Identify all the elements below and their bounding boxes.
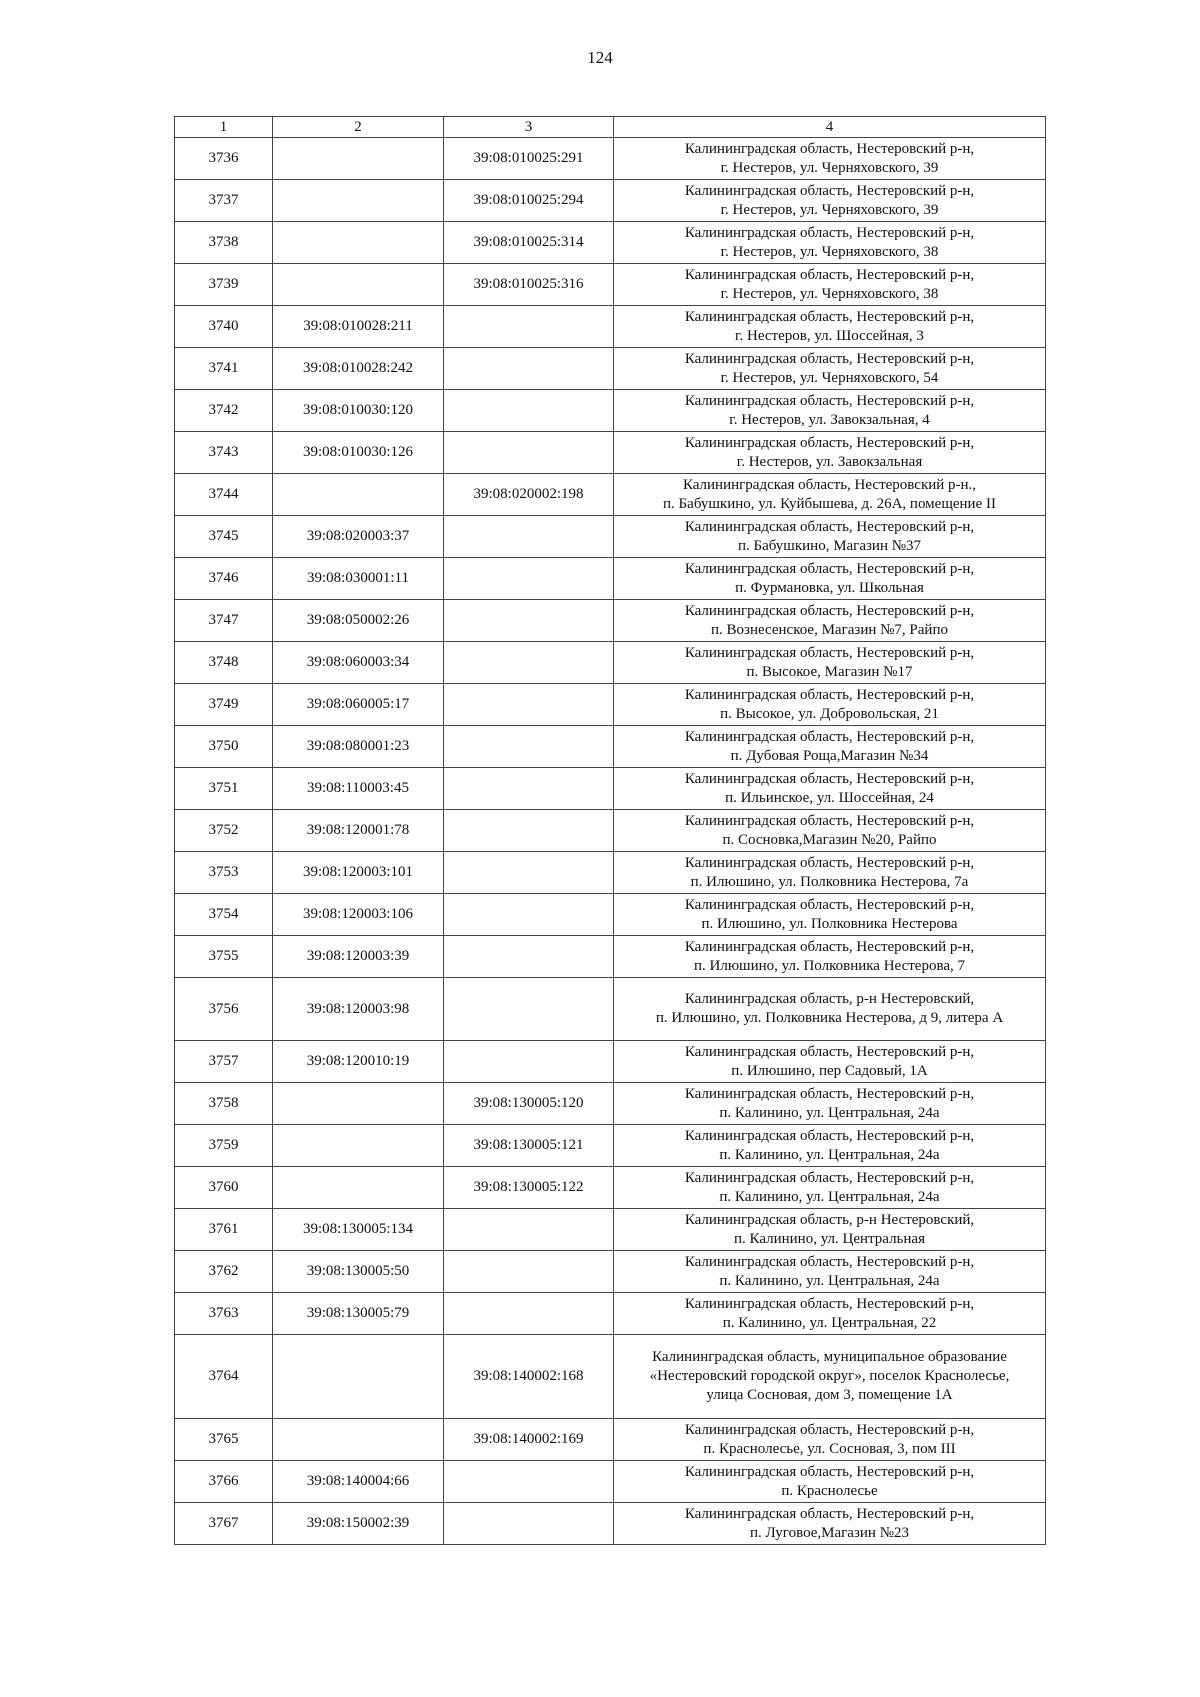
- cadastral-number-cell: 39:08:050002:26: [273, 600, 444, 642]
- cadastral-number-cell: [444, 306, 614, 348]
- row-number-cell: 3739: [175, 264, 273, 306]
- address-line: п. Калинино, ул. Центральная, 24а: [719, 1272, 940, 1289]
- page-number: 124: [587, 48, 613, 67]
- address-cell: [614, 180, 1046, 222]
- table-row: [175, 1041, 1046, 1083]
- address-cell: [614, 516, 1046, 558]
- table-header: [175, 117, 1046, 138]
- cadastral-number-cell: [444, 768, 614, 810]
- address-cell: [614, 1125, 1046, 1167]
- cadastral-number-cell: 39:08:010025:294: [444, 180, 614, 222]
- cadastral-number-cell: [444, 1209, 614, 1251]
- row-number-cell: 3740: [175, 306, 273, 348]
- address-line: Калининградская область, Нестеровский р-н,: [684, 1463, 975, 1480]
- row-number-cell: 3747: [175, 600, 273, 642]
- cadastral-number-cell: 39:08:120003:101: [273, 852, 444, 894]
- address-line: г. Нестеров, ул. Черняховского, 38: [720, 285, 939, 302]
- row-number-cell: 3760: [175, 1167, 273, 1209]
- cadastral-number-cell: [444, 894, 614, 936]
- address-line: п. Илюшино, ул. Полковника Нестерова: [701, 915, 958, 932]
- cadastral-number-cell: [444, 348, 614, 390]
- table-row: [175, 1419, 1046, 1461]
- cadastral-number-cell: 39:08:010025:291: [444, 138, 614, 180]
- table-row: [175, 1167, 1046, 1209]
- row-number-cell: 3746: [175, 558, 273, 600]
- cadastral-number-cell: 39:08:080001:23: [273, 726, 444, 768]
- address-line: Калининградская область, Нестеровский р-н,: [684, 392, 975, 409]
- address-line: п. Высокое, ул. Добровольская, 21: [720, 705, 939, 722]
- cadastral-number-cell: 39:08:120003:106: [273, 894, 444, 936]
- cadastral-number-cell: [444, 1251, 614, 1293]
- cadastral-number-cell: 39:08:010030:120: [273, 390, 444, 432]
- row-number-cell: 3756: [175, 978, 273, 1041]
- address-cell: [614, 1503, 1046, 1545]
- cadastral-number-cell: [273, 1125, 444, 1167]
- address-line: п. Краснолесье, ул. Сосновая, 3, пом III: [703, 1440, 956, 1457]
- cadastral-number-cell: 39:08:060003:34: [273, 642, 444, 684]
- table-row: [175, 390, 1046, 432]
- cadastral-number-cell: [444, 852, 614, 894]
- address-line: г. Нестеров, ул. Черняховского, 54: [720, 369, 939, 386]
- address-line: Калининградская область, Нестеровский р-н,: [684, 140, 975, 157]
- table-row: [175, 348, 1046, 390]
- registry-table: [174, 116, 1046, 1545]
- cadastral-number-cell: [273, 138, 444, 180]
- table-row: [175, 1083, 1046, 1125]
- address-cell: [614, 810, 1046, 852]
- table-row: [175, 1461, 1046, 1503]
- address-cell: [614, 1293, 1046, 1335]
- address-line: п. Илюшино, пер Садовый, 1А: [731, 1062, 928, 1079]
- cadastral-number-cell: 39:08:010028:211: [273, 306, 444, 348]
- table-body: [175, 138, 1046, 1545]
- address-line: г. Нестеров, ул. Шоссейная, 3: [735, 327, 924, 344]
- row-number-cell: 3748: [175, 642, 273, 684]
- table-row: [175, 432, 1046, 474]
- cadastral-number-cell: 39:08:020002:198: [444, 474, 614, 516]
- address-line: Калининградская область, Нестеровский р-н,: [684, 812, 975, 829]
- row-number-cell: 3765: [175, 1419, 273, 1461]
- row-number-cell: 3762: [175, 1251, 273, 1293]
- cadastral-number-cell: 39:08:110003:45: [273, 768, 444, 810]
- cadastral-number-cell: [444, 978, 614, 1041]
- table-row: [175, 264, 1046, 306]
- address-line: Калининградская область, Нестеровский р-н,: [684, 770, 975, 787]
- address-line: Калининградская область, Нестеровский р-н,: [684, 518, 975, 535]
- cadastral-number-cell: [273, 180, 444, 222]
- cadastral-number-cell: 39:08:130005:120: [444, 1083, 614, 1125]
- address-line: Калининградская область, Нестеровский р-н,: [684, 1127, 975, 1144]
- address-line: п. Калинино, ул. Центральная, 22: [722, 1314, 937, 1331]
- cadastral-number-cell: [444, 432, 614, 474]
- header-col-3: 3: [444, 117, 614, 138]
- cadastral-number-cell: 39:08:060005:17: [273, 684, 444, 726]
- cadastral-number-cell: 39:08:020003:37: [273, 516, 444, 558]
- address-cell: [614, 642, 1046, 684]
- row-number-cell: 3767: [175, 1503, 273, 1545]
- address-line: «Нестеровский городской округ», поселок Краснолесье,: [649, 1368, 1010, 1385]
- address-cell: [614, 1335, 1046, 1419]
- cadastral-number-cell: 39:08:030001:11: [273, 558, 444, 600]
- address-cell: [614, 768, 1046, 810]
- address-line: Калининградская область, Нестеровский р-н,: [684, 182, 975, 199]
- address-cell: [614, 306, 1046, 348]
- address-line: п. Сосновка,Магазин №20, Райпо: [722, 831, 937, 848]
- cadastral-number-cell: [273, 1167, 444, 1209]
- cadastral-number-cell: [444, 726, 614, 768]
- row-number-cell: 3758: [175, 1083, 273, 1125]
- address-cell: [614, 222, 1046, 264]
- address-cell: [614, 1083, 1046, 1125]
- cadastral-number-cell: [444, 1503, 614, 1545]
- cadastral-number-cell: [444, 516, 614, 558]
- address-line: Калининградская область, муниципальное образование: [652, 1349, 1007, 1366]
- address-line: п. Илюшино, ул. Полковника Нестерова, д 9, литера А: [655, 1010, 1004, 1026]
- cadastral-number-cell: [444, 1461, 614, 1503]
- address-cell: [614, 390, 1046, 432]
- address-line: п. Высокое, Магазин №17: [746, 663, 913, 680]
- address-line: Калининградская область, Нестеровский р-н,: [684, 686, 975, 703]
- table-row: [175, 474, 1046, 516]
- cadastral-number-cell: 39:08:130005:122: [444, 1167, 614, 1209]
- address-cell: [614, 684, 1046, 726]
- row-number-cell: 3755: [175, 936, 273, 978]
- row-number-cell: 3751: [175, 768, 273, 810]
- row-number-cell: 3736: [175, 138, 273, 180]
- cadastral-number-cell: [444, 390, 614, 432]
- address-cell: [614, 1209, 1046, 1251]
- header-row: [175, 117, 1046, 138]
- address-line: п. Калинино, ул. Центральная, 24а: [719, 1188, 940, 1205]
- address-line: Калининградская область, Нестеровский р-н,: [684, 896, 975, 913]
- table-row: [175, 936, 1046, 978]
- header-col-2: 2: [273, 117, 444, 138]
- address-line: Калининградская область, р-н Нестеровский,: [684, 991, 975, 1008]
- row-number-cell: 3741: [175, 348, 273, 390]
- table-row: [175, 726, 1046, 768]
- address-line: Калининградская область, Нестеровский р-н,: [684, 308, 975, 325]
- address-line: Калининградская область, Нестеровский р-н,: [684, 434, 975, 451]
- address-line: Калининградская область, Нестеровский р-н,: [684, 1505, 975, 1522]
- cadastral-number-cell: [273, 474, 444, 516]
- row-number-cell: 3749: [175, 684, 273, 726]
- table-row: [175, 558, 1046, 600]
- address-line: п. Калинино, ул. Центральная, 24а: [719, 1104, 940, 1121]
- address-line: п. Бабушкино, ул. Куйбышева, д. 26А, помещение II: [663, 495, 996, 512]
- address-cell: [614, 432, 1046, 474]
- header-col-1: 1: [175, 117, 273, 138]
- table-row: [175, 138, 1046, 180]
- row-number-cell: 3757: [175, 1041, 273, 1083]
- table-row: [175, 684, 1046, 726]
- address-line: п. Краснолесье: [781, 1482, 878, 1499]
- row-number-cell: 3761: [175, 1209, 273, 1251]
- address-line: улица Сосновая, дом 3, помещение 1А: [706, 1386, 953, 1403]
- address-cell: [614, 1419, 1046, 1461]
- cadastral-number-cell: [444, 684, 614, 726]
- row-number-cell: 3744: [175, 474, 273, 516]
- table-row: [175, 1503, 1046, 1545]
- cadastral-number-cell: [273, 1083, 444, 1125]
- row-number-cell: 3738: [175, 222, 273, 264]
- address-line: Калининградская область, Нестеровский р-н,: [684, 224, 975, 241]
- table-row: [175, 180, 1046, 222]
- cadastral-number-cell: [273, 222, 444, 264]
- cadastral-number-cell: 39:08:130005:79: [273, 1293, 444, 1335]
- table-row: [175, 222, 1046, 264]
- address-line: п. Илюшино, ул. Полковника Нестерова, 7: [693, 957, 965, 974]
- address-line: Калининградская область, Нестеровский р-н,: [684, 1085, 975, 1102]
- table-row: [175, 1335, 1046, 1419]
- address-line: Калининградская область, Нестеровский р-н,: [684, 938, 975, 955]
- cadastral-number-cell: 39:08:010030:126: [273, 432, 444, 474]
- row-number-cell: 3766: [175, 1461, 273, 1503]
- address-line: Калининградская область, Нестеровский р-н,: [684, 854, 975, 871]
- address-cell: [614, 936, 1046, 978]
- table-row: [175, 1209, 1046, 1251]
- cadastral-number-cell: 39:08:130005:134: [273, 1209, 444, 1251]
- address-cell: [614, 264, 1046, 306]
- row-number-cell: 3759: [175, 1125, 273, 1167]
- address-line: п. Вознесенское, Магазин №7, Райпо: [711, 621, 948, 638]
- address-line: г. Нестеров, ул. Черняховского, 39: [720, 159, 939, 176]
- address-line: п. Бабушкино, Магазин №37: [737, 537, 922, 554]
- row-number-cell: 3754: [175, 894, 273, 936]
- cadastral-number-cell: 39:08:120001:78: [273, 810, 444, 852]
- address-line: г. Нестеров, ул. Черняховского, 38: [720, 243, 939, 260]
- row-number-cell: 3743: [175, 432, 273, 474]
- address-line: Калининградская область, Нестеровский р-н,: [684, 1043, 975, 1060]
- address-line: Калининградская область, Нестеровский р-н,: [684, 602, 975, 619]
- address-cell: [614, 1461, 1046, 1503]
- cadastral-number-cell: 39:08:010025:316: [444, 264, 614, 306]
- address-cell: [614, 1041, 1046, 1083]
- address-line: п. Луговое,Магазин №23: [749, 1524, 910, 1541]
- cadastral-number-cell: 39:08:130005:50: [273, 1251, 444, 1293]
- table-row: [175, 1293, 1046, 1335]
- cadastral-number-cell: 39:08:130005:121: [444, 1125, 614, 1167]
- table-row: [175, 642, 1046, 684]
- address-line: п. Фурмановка, ул. Школьная: [735, 579, 924, 596]
- address-line: Калининградская область, Нестеровский р-н,: [684, 1253, 975, 1270]
- cadastral-number-cell: [444, 810, 614, 852]
- address-line: п. Илюшино, ул. Полковника Нестерова, 7а: [690, 873, 969, 890]
- address-line: г. Нестеров, ул. Черняховского, 39: [720, 201, 939, 218]
- address-line: Калининградская область, Нестеровский р-н,: [684, 1169, 975, 1186]
- cadastral-number-cell: 39:08:120003:39: [273, 936, 444, 978]
- cadastral-number-cell: 39:08:140002:168: [444, 1335, 614, 1419]
- cadastral-number-cell: [444, 642, 614, 684]
- table-row: [175, 1125, 1046, 1167]
- address-line: Калининградская область, Нестеровский р-н.,: [682, 476, 977, 493]
- row-number-cell: 3750: [175, 726, 273, 768]
- table-row: [175, 810, 1046, 852]
- row-number-cell: 3737: [175, 180, 273, 222]
- address-cell: [614, 600, 1046, 642]
- header-col-4: 4: [614, 117, 1046, 138]
- address-line: Калининградская область, Нестеровский р-н,: [684, 1295, 975, 1312]
- address-cell: [614, 894, 1046, 936]
- table-row: [175, 306, 1046, 348]
- cadastral-number-cell: [273, 1335, 444, 1419]
- address-line: п. Калинино, ул. Центральная, 24а: [719, 1146, 940, 1163]
- cadastral-number-cell: [444, 1293, 614, 1335]
- address-cell: [614, 1167, 1046, 1209]
- cadastral-number-cell: 39:08:120010:19: [273, 1041, 444, 1083]
- row-number-cell: 3745: [175, 516, 273, 558]
- address-line: г. Нестеров, ул. Завокзальная: [736, 453, 923, 470]
- address-cell: [614, 558, 1046, 600]
- cadastral-number-cell: [444, 558, 614, 600]
- row-number-cell: 3763: [175, 1293, 273, 1335]
- cadastral-number-cell: [273, 1419, 444, 1461]
- address-cell: [614, 978, 1046, 1041]
- address-cell: [614, 138, 1046, 180]
- address-line: г. Нестеров, ул. Завокзальная, 4: [729, 411, 930, 428]
- address-line: Калининградская область, Нестеровский р-н,: [684, 350, 975, 367]
- address-line: Калининградская область, Нестеровский р-н,: [684, 644, 975, 661]
- row-number-cell: 3764: [175, 1335, 273, 1419]
- address-cell: [614, 852, 1046, 894]
- row-number-cell: 3752: [175, 810, 273, 852]
- address-cell: [614, 1251, 1046, 1293]
- table-row: [175, 978, 1046, 1041]
- address-line: п. Ильинское, ул. Шоссейная, 24: [725, 789, 934, 806]
- address-line: Калининградская область, Нестеровский р-н,: [684, 560, 975, 577]
- address-line: Калининградская область, Нестеровский р-н,: [684, 266, 975, 283]
- address-line: п. Калинино, ул. Центральная: [733, 1230, 925, 1247]
- address-cell: [614, 726, 1046, 768]
- address-line: Калининградская область, Нестеровский р-н,: [684, 1421, 975, 1438]
- row-number-cell: 3753: [175, 852, 273, 894]
- table-row: [175, 600, 1046, 642]
- cadastral-number-cell: 39:08:010028:242: [273, 348, 444, 390]
- cadastral-number-cell: [444, 936, 614, 978]
- cadastral-number-cell: [444, 600, 614, 642]
- cadastral-number-cell: 39:08:150002:39: [273, 1503, 444, 1545]
- table-row: [175, 1251, 1046, 1293]
- cadastral-number-cell: 39:08:120003:98: [273, 978, 444, 1041]
- address-line: п. Дубовая Роща,Магазин №34: [730, 747, 929, 764]
- address-cell: [614, 348, 1046, 390]
- table-row: [175, 852, 1046, 894]
- table-row: [175, 768, 1046, 810]
- table-row: [175, 516, 1046, 558]
- cadastral-number-cell: 39:08:140002:169: [444, 1419, 614, 1461]
- cadastral-number-cell: 39:08:140004:66: [273, 1461, 444, 1503]
- cadastral-number-cell: 39:08:010025:314: [444, 222, 614, 264]
- address-line: Калининградская область, Нестеровский р-н,: [684, 728, 975, 745]
- address-line: Калининградская область, р-н Нестеровский,: [684, 1211, 975, 1228]
- cadastral-number-cell: [444, 1041, 614, 1083]
- cadastral-number-cell: [273, 264, 444, 306]
- table-row: [175, 894, 1046, 936]
- address-cell: [614, 474, 1046, 516]
- row-number-cell: 3742: [175, 390, 273, 432]
